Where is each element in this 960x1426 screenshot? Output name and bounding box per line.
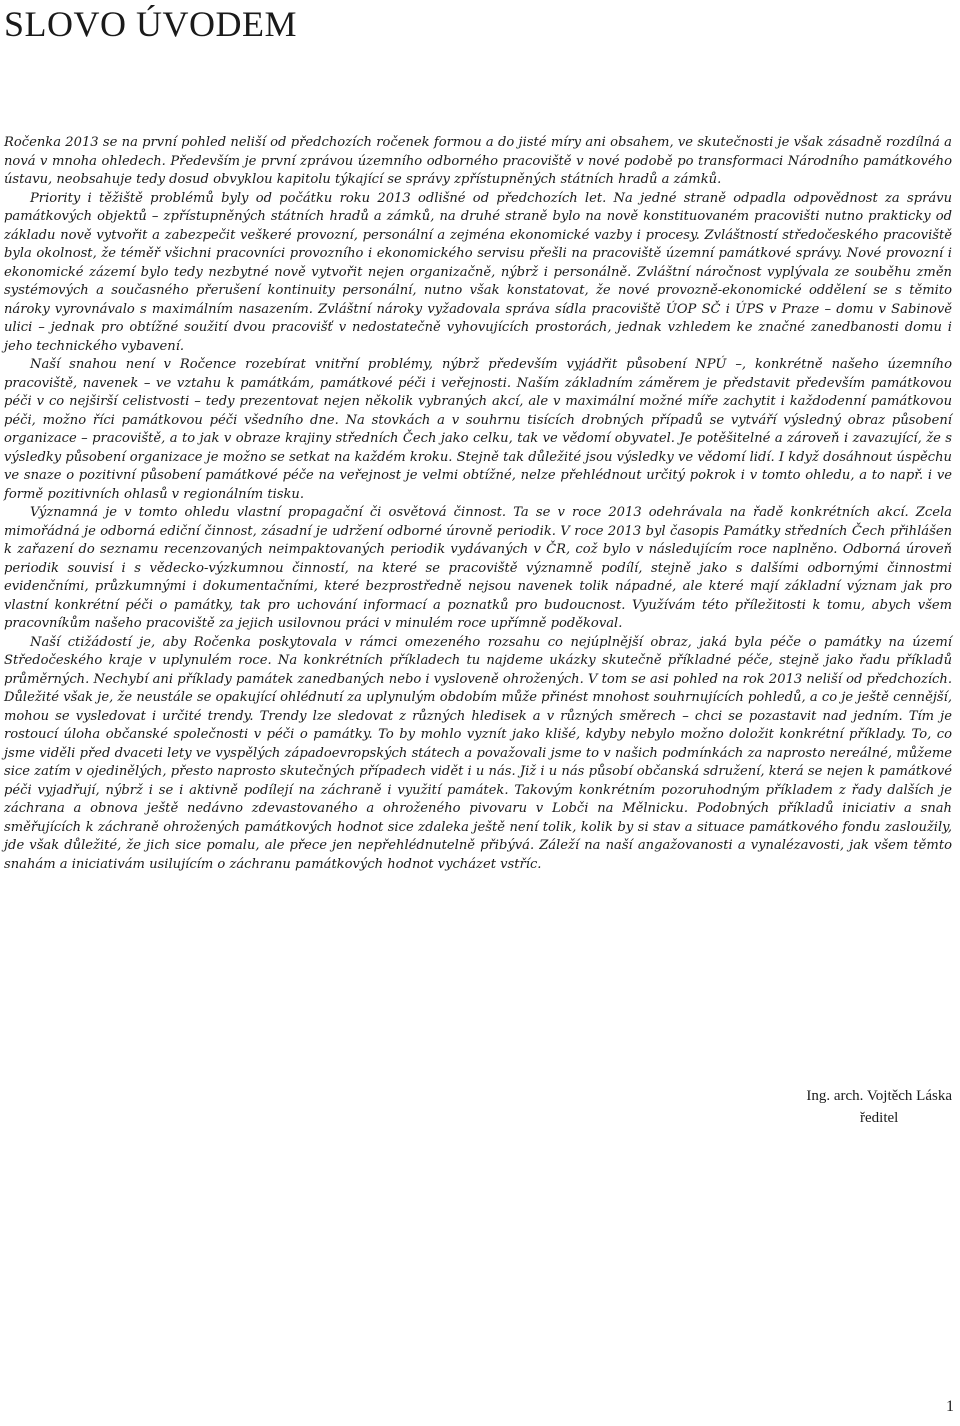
signature-name: Ing. arch. Vojtěch Láska bbox=[806, 1088, 952, 1104]
paragraph: Ročenka 2013 se na první pohled neliší od předchozích ročenek formou a do jisté míry ani obsahem, ve skutečnosti je však zásadně rozdílná a nová v mnoha ohledech. Především je první zprávou územního odborného pracoviště v nové podobě po transformaci Národního památkového ústavu, neobsahuje tedy dosud obvyklou kapitolu týkající se správy zpřístupněných státních hradů a zámků. bbox=[4, 135, 952, 187]
signature-role: ředitel bbox=[860, 1110, 899, 1126]
paragraph: Priority i těžiště problémů byly od počátku roku 2013 odlišné od předchozích let. Na jedné straně odpadla odpovědnost za správu památkových objektů – zpřístupněných státních hradů a zámků, na druhé straně bylo na nově konstituovaném pracovišti nutno prakticky od základu nově vytvořit a zabezpečit veškeré provozní, personální a zejména ekonomické vazby i procesy. Zvláštností středočeského pracoviště byla okolnost, že téměř všichni pracovníci provozního i ekonomického servisu přešli na pracoviště územní památkové správy. Nové provozní i ekonomické zázemí bylo tedy nezbytné nově vytvořit nejen organizačně, nýbrž i personálně. Zvláštní náročnost vyplývala ze souběhu změn systémových a současného přerušení kontinuity personální, nutno však konstatovat, že nové provozně-ekonomické oddělení se s těmito nároky vyrovnávalo s maximálním nasazením. Zvláštní nároky vyžadovala správa sídla pracoviště ÚOP SČ i ÚPS v Praze – domu v Sabinově ulici – jednak pro obtížné soužití dvou pracovišť v nedostatečně vyhovujících prostorách, jednak vzhledem ke značné zanedbanosti domu i jeho technického vybavení. bbox=[4, 190, 952, 354]
signature-block bbox=[806, 1085, 952, 1129]
paragraph: Naší snahou není v Ročence rozebírat vnitřní problémy, nýbrž především vyjádřit působení NPÚ –, konkrétně našeho územního pracoviště, navenek – ve vztahu k památkám, památkové péči i veřejnosti. Naším základním záměrem je představit především památkovou péči v co nejširší celistvosti – tedy prezentovat nejen několik vybraných akcí, ale v maximální možné míře zachytit i každodenní památkovou péči, možno říci památkovou péči všedního dne. Na stovkách a v souhrnu tisících drobných případů se vytváří výsledný obraz působení organizace – pracoviště, a to jak v obraze krajiny středních Čech jako celku, tak ve vědomí obyvatel. Je potěšitelné a zároveň i zavazující, že s výsledky působení organizace je možno se setkat na každém kroku. Stejně tak důležité jsou výsledky ve vědomí lidí. I když dosáhnout úspěchu ve snaze o pozitivní působení památkové péče na veřejnost je velmi obtížné, nelze přehlédnout určitý pokrok i v tomto ohledu, a to např. i ve formě pozitivních ohlasů v regionálním tisku. bbox=[4, 357, 952, 502]
body-text bbox=[4, 134, 952, 874]
page-number: 1 bbox=[946, 1398, 954, 1415]
paragraph: Významná je v tomto ohledu vlastní propagační či osvětová činnost. Ta se v roce 2013 odehrávala na řadě konkrétních akcí. Zcela mimořádná je odborná ediční činnost, zásadní je udržení odborné úrovně periodik. V roce 2013 byl časopis Památky středních Čech přihlášen k zařazení do seznamu recenzovaných neimpaktovaných periodik vydávaných v ČR, což bylo v následujícím roce naplněno. Odborná úroveň periodik souvisí i s vědecko-výzkumnou činností, na které se pracoviště významně podílí, stejně jako s dalšími odbornými činnostmi evidenčními, průzkumnými i dokumentačními, které bezprostředně nejsou navenek tolik nápadné, ale které mají základní význam jak pro vlastní konkrétní péči o památky, tak pro uchování informací a poznatků pro budoucnost. Využívám této příležitosti k tomu, abych všem pracovníkům našeho pracoviště za jejich usilovnou práci v minulém roce upřímně poděkoval. bbox=[4, 505, 952, 631]
page-title: SLOVO ÚVODEM bbox=[4, 4, 297, 44]
paragraph: Naší ctižádostí je, aby Ročenka poskytovala v rámci omezeného rozsahu co nejúplnější obraz, jaká byla péče o památky na území Středočeského kraje v uplynulém roce. Na konkrétních příkladech tu najdeme ukázky skutečně příkladné péče, stejně jako řadu příkladů průměrných. Nechybí ani příklady památek zanedbaných nebo i vysloveně ohrožených. V tom se asi pohled na rok 2013 neliší od předchozích. Důležité však je, že neustále se opakující ohlédnutí za uplynulým obdobím může přinést mnohost souhrnujících pohledů, a co je ještě cennější, mohou se vysledovat i určité trendy. Trendy lze sledovat z různých hledisek a v různých směrech – chci se pozastavit nad jedním. Tím je rostoucí úloha občanské společnosti v péči o památky. To by mohlo vyznít jako klišé, kdyby nebylo možno doložit konkrétní příklady. To, co jsme viděli před dvaceti lety ve vyspělých západoevropských státech a považovali jsme to v našich podmínkách za naprosto nereálné, můžeme sice zatím v ojedinělých, přesto naprosto skutečných případech vidět i u nás. Již i u nás působí občanská sdružení, která se nejen k památkové péči vyjadřují, nýbrž i se i aktivně podílejí na záchraně i využití památek. Takovým konkrétním pozoruhodným příkladem z řady dalších je záchrana a obnova ještě nedávno zdevastovaného a ohroženého pivovaru v Lobči na Mělnicku. Podobných příkladů iniciativ a snah směřujících k záchraně ohrožených památkových hodnot sice zdaleka ještě není tolik, kolik by si stav a situace památkového fondu zasloužily, jde však důležité, že jich sice pomalu, ale přece jen nepřehlédnutelně přibývá. Záleží na naší angažovanosti a vynalézavosti, jak všem těmto snahám a iniciativám usilujícím o záchranu památkových hodnot vycházet vstříc. bbox=[4, 634, 952, 872]
